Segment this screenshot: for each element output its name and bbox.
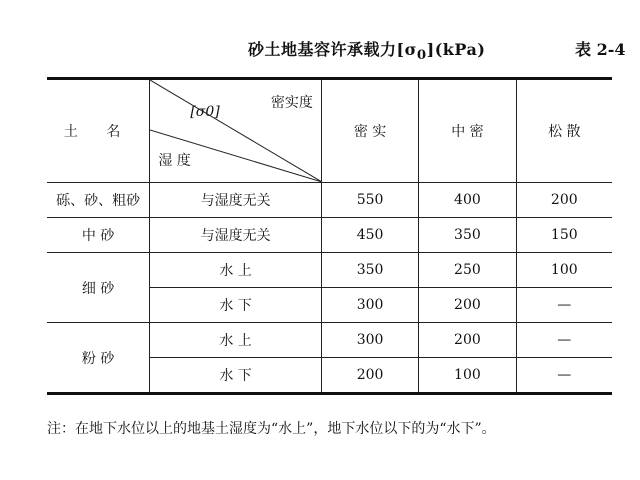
bearing-capacity-table [47, 77, 612, 395]
medium-value-cell: 100 [419, 358, 516, 394]
humidity-cell: 水 上 [150, 323, 322, 358]
header-dense: 密 实 [321, 79, 418, 183]
dense-value-cell: 450 [321, 218, 418, 253]
medium-value-cell: 200 [419, 288, 516, 323]
header-diagonal-cell [150, 79, 322, 183]
dense-value-cell: 200 [321, 358, 418, 394]
dense-value-cell: 300 [321, 288, 418, 323]
header-sigma-label: [σ0] [190, 104, 220, 120]
soil-name-cell: 细 砂 [47, 253, 150, 323]
title-subscript: 0 [416, 47, 427, 64]
header-density-label: 密实度 [270, 95, 313, 111]
loose-value-cell: 200 [516, 183, 612, 218]
humidity-cell: 水 上 [150, 253, 322, 288]
table-row [47, 218, 612, 253]
table-row [47, 253, 612, 288]
medium-value-cell: 350 [419, 218, 516, 253]
table-row [47, 183, 612, 218]
medium-value-cell: 200 [419, 323, 516, 358]
table-number: 表 2-4 [575, 40, 626, 59]
humidity-cell: 与湿度无关 [150, 183, 322, 218]
table-row [47, 323, 612, 358]
loose-value-cell: — [516, 288, 612, 323]
table-title [248, 37, 485, 63]
medium-value-cell: 400 [419, 183, 516, 218]
humidity-cell: 水 下 [150, 358, 322, 394]
humidity-cell: 与湿度无关 [150, 218, 322, 253]
dense-value-cell: 300 [321, 323, 418, 358]
loose-value-cell: — [516, 323, 612, 358]
table-note: 注：在地下水位以上的地基土湿度为“水上”，地下水位以下的为“水下”。 [47, 421, 496, 437]
title-tail: ](kPa) [426, 40, 486, 59]
soil-name-cell: 中 砂 [47, 218, 150, 253]
soil-name-cell: 砾、砂、粗砂 [47, 183, 150, 218]
soil-name-cell: 粉 砂 [47, 323, 150, 394]
header-medium: 中 密 [419, 79, 516, 183]
header-humidity-label: 湿 度 [158, 153, 191, 169]
header-row [47, 79, 612, 183]
medium-value-cell: 250 [419, 253, 516, 288]
loose-value-cell: 100 [516, 253, 612, 288]
title-main: 砂土地基容许承载力[σ [248, 40, 417, 59]
header-soil-name: 土 名 [47, 79, 150, 183]
humidity-cell: 水 下 [150, 288, 322, 323]
header-loose: 松 散 [516, 79, 612, 183]
dense-value-cell: 550 [321, 183, 418, 218]
loose-value-cell: 150 [516, 218, 612, 253]
dense-value-cell: 350 [321, 253, 418, 288]
loose-value-cell: — [516, 358, 612, 394]
